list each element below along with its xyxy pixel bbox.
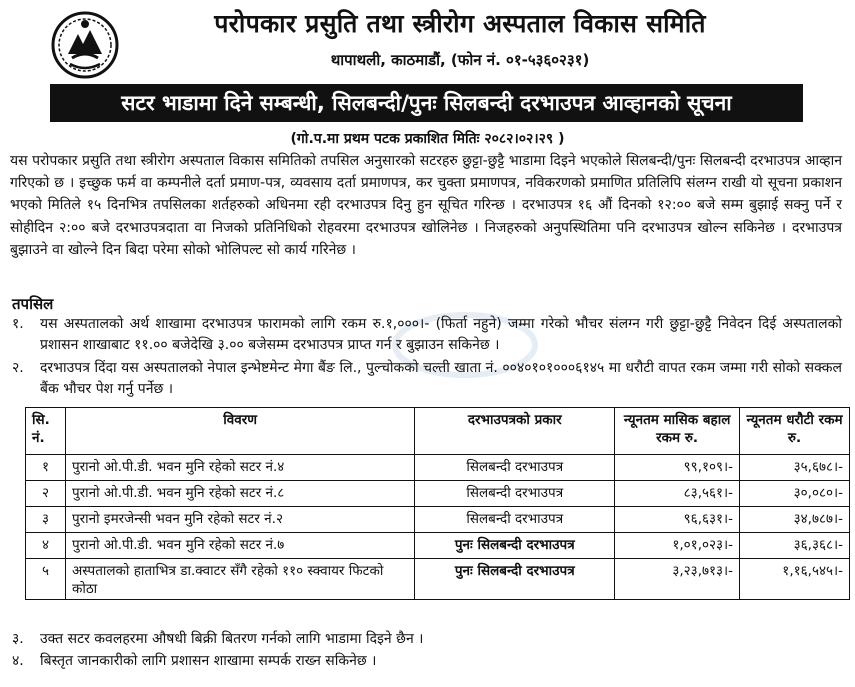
row-min-deposit: ३६,३६८।- bbox=[740, 533, 850, 559]
header-min-deposit: न्यूनतम धरौटी रकम रु. bbox=[740, 408, 850, 455]
row-type: सिलबन्दी दरभाउपत्र bbox=[415, 507, 615, 533]
clause-text: यस अस्पतालको अर्थ शाखामा दरभाउपत्र फारामको लागि रकम रु.१,०००।- (फिर्ता नहुने) जम्मा गरेको भौचर संलग्न गरी छुट्टा-छुट्टै निवेदन दिई अस्पतालको प्रशासन शाखाबाट ११.०० बजेदेखि ३.०० बजेसम्म दरभाउपत्र प्राप्त गर्न र बुझाउन सकिनेछ । bbox=[40, 316, 842, 353]
row-min-rent: ९६,६३१।- bbox=[615, 507, 740, 533]
table-row bbox=[26, 507, 850, 533]
row-min-rent: १,०१,०२३।- bbox=[615, 533, 740, 559]
org-title: परोपकार प्रसुति तथा स्त्रीरोग अस्पताल विकास समिति bbox=[214, 9, 706, 38]
row-sn: १ bbox=[26, 455, 66, 481]
header-description: विवरण bbox=[65, 408, 414, 455]
gazette-publication-date: (गो.प.मा प्रथम पटक प्रकाशित मितिः २०८२।०२।२९ ) bbox=[290, 131, 565, 147]
row-min-rent: ९९,१०९।- bbox=[615, 455, 740, 481]
table-row bbox=[26, 455, 850, 481]
row-sn: ४ bbox=[26, 533, 66, 559]
row-description: पुरानो ओ.पी.डी. भवन मुनि रहेको सटर नं.४ bbox=[65, 455, 414, 481]
header-type: दरभाउपत्रको प्रकार bbox=[415, 408, 615, 455]
clause-item bbox=[12, 629, 842, 650]
shutter-rent-table bbox=[25, 407, 850, 600]
clause-item bbox=[12, 358, 842, 400]
row-min-rent: ३,२३,७१३।- bbox=[615, 559, 740, 600]
org-address: थापाथली, काठमाडौं, (फोन नं. ०१-५३६०२३१) bbox=[330, 51, 590, 69]
row-type: सिलबन्दी दरभाउपत्र bbox=[415, 455, 615, 481]
table-row bbox=[26, 533, 850, 559]
row-type: सिलबन्दी दरभाउपत्र bbox=[415, 481, 615, 507]
row-sn: ५ bbox=[26, 559, 66, 600]
row-min-deposit: १,१६,५४५।- bbox=[740, 559, 850, 600]
row-description: अस्पतालको हाताभित्र डा.क्वाटर सँगै रहेको ११० स्क्वायर फिटको कोठा bbox=[65, 559, 414, 600]
clause-text: दरभाउपत्र दिंदा यस अस्पतालको नेपाल इन्भेष्टमेन्ट मेगा बैंङ लि., पुल्चोकको चल्ती खाता नं. ००४०१०१०००६१४५ मा धरौटी वापत रकम जम्मा गरी सोको सक्कल बैंक भौचर पेश गर्नु पर्नेछ । bbox=[40, 360, 842, 397]
clause-number: ४. bbox=[12, 653, 24, 669]
clause-number: १. bbox=[12, 316, 24, 332]
clause-text: बिस्तृत जानकारीको लागि प्रशासन शाखामा सम्पर्क राख्न सकिनेछ । bbox=[40, 653, 377, 669]
row-type: पुनः सिलबन्दी दरभाउपत्र bbox=[415, 533, 615, 559]
clause-item bbox=[12, 651, 842, 672]
header-min-rent: न्यूनतम मासिक बहाल रकम रु. bbox=[615, 408, 740, 455]
notice-title: सटर भाडामा दिने सम्बन्धी, सिलबन्दी/पुनः सिलबन्दी दरभाउपत्र आव्हानको सूचना bbox=[121, 91, 732, 115]
row-description: पुरानो ओ.पी.डी. भवन मुनि रहेको सटर नं.८ bbox=[65, 481, 414, 507]
row-sn: २ bbox=[26, 481, 66, 507]
clause-item bbox=[12, 314, 842, 356]
row-min-deposit: ३४,७८७।- bbox=[740, 507, 850, 533]
row-description: पुरानो ओ.पी.डी. भवन मुनि रहेको सटर नं.७ bbox=[65, 533, 414, 559]
clause-text: उक्त सटर कवलहरमा औषधी बिक्री बितरण गर्नको लागि भाडामा दिइने छैन । bbox=[40, 631, 424, 647]
row-description: पुरानो इमरजेन्सी भवन मुनि रहेको सटर नं.२ bbox=[65, 507, 414, 533]
row-min-deposit: ३०,०८०।- bbox=[740, 481, 850, 507]
clause-number: २. bbox=[12, 360, 24, 376]
table-row bbox=[26, 559, 850, 600]
table-header-row bbox=[26, 408, 850, 455]
nepal-emblem-icon bbox=[50, 10, 120, 80]
row-min-deposit: ३५,६७८।- bbox=[740, 455, 850, 481]
row-type: पुनः सिलबन्दी दरभाउपत्र bbox=[415, 559, 615, 600]
row-sn: ३ bbox=[26, 507, 66, 533]
tapsil-heading: तपसिल bbox=[12, 295, 54, 313]
intro-paragraph: यस परोपकार प्रसुति तथा स्त्रीरोग अस्पताल विकास समितिको तपसिल अनुसारको सटरहरु छुट्टा-छुट्टै भाडामा दिइने भएकोले सिलबन्दी/पुनः सिलबन्दी दरभाउपत्र आव्हान गरिएको छ । इच्छुक फर्म वा कम्पनीले दर्ता प्रमाण-पत्र, व्यवसाय दर्ता प्रमाणपत्र, कर चुक्ता प्रमाणपत्र, नविकरणको प्रमाणित प्रतिलिपि संलग्न राखी यो सूचना प्रकाशन भएको मितिले १५ दिनभित्र तपसिलका शर्तहरुको अधिनमा रही दरभाउपत्र दिनु हुन सूचित गरिन्छ । दरभाउपत्र १६ औं दिनको १२:०० बजे सम्म बुझाई सक्नु पर्ने र सोहीदिन २:०० बजे दरभाउपत्रदाता वा निजको प्रतिनिधिको रोहवरमा दरभाउपत्र खोलिनेछ । निजहरुको अनुपस्थितिमा पनि दरभाउपत्र खोल्न सकिनेछ । दरभाउपत्र बुझाउने वा खोल्ने दिन बिदा परेमा सोको भोलिपल्ट सो कार्य गरिनेछ । bbox=[10, 153, 842, 258]
header-sn: सि. नं. bbox=[26, 408, 66, 455]
row-min-rent: ८३,५६१।- bbox=[615, 481, 740, 507]
notice-title-banner bbox=[50, 84, 803, 122]
table-row bbox=[26, 481, 850, 507]
clause-number: ३. bbox=[12, 631, 24, 647]
